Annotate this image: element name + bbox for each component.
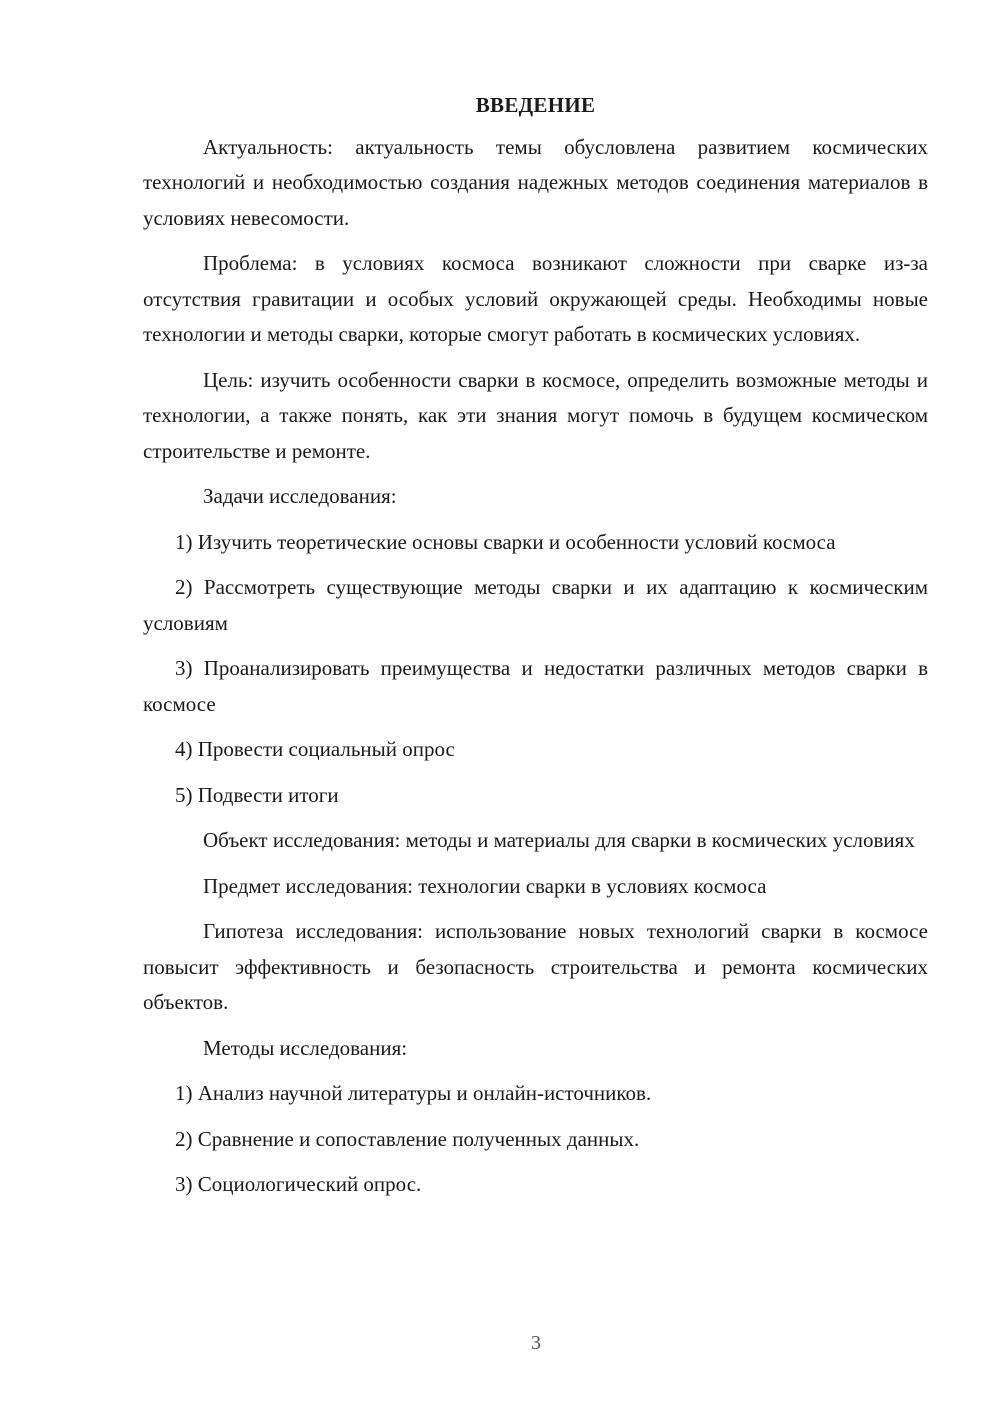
- task-item: 4) Провести социальный опрос: [175, 737, 455, 761]
- goal-paragraph: Цель: изучить особенности сварки в космосе, определить возможные методы и технологии, а также понять, как эти знания могут помочь в будущем космическом строительстве и ремонте.: [143, 367, 928, 463]
- document-page: [143, 88, 928, 1213]
- method-item: 3) Социологический опрос.: [175, 1172, 422, 1196]
- method-item: 1) Анализ научной литературы и онлайн-источников.: [175, 1081, 652, 1105]
- relevance-paragraph: Актуальность: актуальность темы обусловлена развитием космических технологий и необходимостью создания надежных методов соединения материалов в условиях невесомости.: [143, 134, 928, 230]
- task-item: 2) Рассмотреть существующие методы сварки и их адаптацию к космическим условиям: [143, 575, 928, 635]
- methods-heading: Методы исследования:: [203, 1035, 408, 1060]
- tasks-heading: Задачи исследования:: [203, 484, 397, 508]
- page-number: 3: [531, 1332, 541, 1354]
- task-item: 5) Подвести итоги: [175, 782, 339, 807]
- problem-paragraph: Проблема: в условиях космоса возникают сложности при сварке из-за отсутствия гравитации и особых условий окружающей среды. Необходимы новые технологии и методы сварки, которые смогут работать в космических условиях.: [143, 251, 928, 346]
- task-item: 1) Изучить теоретические основы сварки и особенности условий космоса: [175, 529, 836, 554]
- object-paragraph: Объект исследования: методы и материалы для сварки в космических условиях: [203, 828, 915, 852]
- subject-paragraph: Предмет исследования: технологии сварки в условиях космоса: [203, 873, 767, 898]
- section-title: ВВЕДЕНИЕ: [475, 93, 596, 117]
- method-item: 2) Сравнение и сопоставление полученных данных.: [175, 1126, 640, 1151]
- task-item: 3) Проанализировать преимущества и недостатки различных методов сварки в космосе: [143, 656, 928, 716]
- hypothesis-paragraph: Гипотеза исследования: использование новых технологий сварки в космосе повысит эффективность и безопасность строительства и ремонта космических объектов.: [143, 919, 928, 1014]
